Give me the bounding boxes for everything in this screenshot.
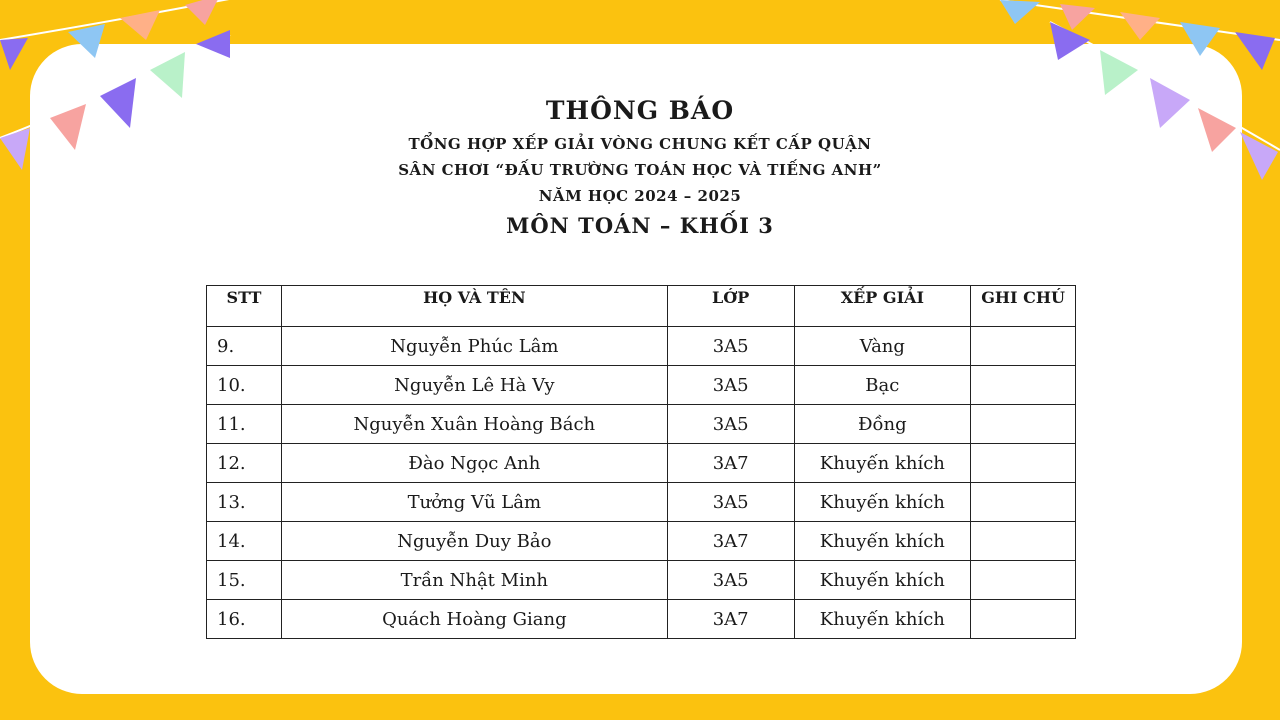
cell-rank: Bạc — [794, 366, 971, 405]
cell-name: Tưởng Vũ Lâm — [281, 483, 667, 522]
header-rank: XẾP GIẢI — [794, 286, 971, 327]
flag — [1240, 132, 1278, 180]
table-header-row — [207, 286, 1076, 327]
flag — [120, 10, 160, 40]
cell-name: Nguyễn Lê Hà Vy — [281, 366, 667, 405]
cell-name: Nguyễn Xuân Hoàng Bách — [281, 405, 667, 444]
table-row — [207, 561, 1076, 600]
cell-stt: 11. — [207, 405, 282, 444]
header-note: GHI CHÚ — [971, 286, 1076, 327]
flag — [1235, 32, 1275, 70]
cell-name: Nguyễn Duy Bảo — [281, 522, 667, 561]
cell-rank: Khuyến khích — [794, 561, 971, 600]
cell-name: Trần Nhật Minh — [281, 561, 667, 600]
table-row — [207, 405, 1076, 444]
cell-stt: 13. — [207, 483, 282, 522]
cell-class: 3A5 — [667, 405, 794, 444]
cell-rank: Vàng — [794, 327, 971, 366]
flag — [185, 0, 220, 25]
cell-stt: 9. — [207, 327, 282, 366]
school-year: NĂM HỌC 2024 – 2025 — [538, 187, 742, 205]
header-name: HỌ VÀ TÊN — [281, 286, 667, 327]
cell-note — [971, 366, 1076, 405]
header-stt: STT — [207, 286, 282, 327]
cell-name: Quách Hoàng Giang — [281, 600, 667, 639]
results-table — [206, 285, 1076, 639]
cell-note — [971, 444, 1076, 483]
cell-stt: 12. — [207, 444, 282, 483]
table-row — [207, 366, 1076, 405]
cell-class: 3A5 — [667, 327, 794, 366]
table-row — [207, 522, 1076, 561]
document-header — [200, 90, 1080, 238]
cell-note — [971, 561, 1076, 600]
cell-name: Nguyễn Phúc Lâm — [281, 327, 667, 366]
flag — [1060, 4, 1095, 30]
cell-name: Đào Ngọc Anh — [281, 444, 667, 483]
flag — [0, 38, 28, 70]
table-row — [207, 483, 1076, 522]
cell-stt: 16. — [207, 600, 282, 639]
cell-class: 3A7 — [667, 600, 794, 639]
cell-rank: Đồng — [794, 405, 971, 444]
subject-grade: MÔN TOÁN – KHỐI 3 — [506, 213, 774, 238]
cell-rank: Khuyến khích — [794, 483, 971, 522]
document-title: THÔNG BÁO — [545, 96, 735, 125]
cell-class: 3A5 — [667, 483, 794, 522]
cell-stt: 15. — [207, 561, 282, 600]
cell-note — [971, 600, 1076, 639]
flag — [1120, 12, 1160, 40]
cell-class: 3A7 — [667, 444, 794, 483]
cell-note — [971, 327, 1076, 366]
table-row — [207, 600, 1076, 639]
flag — [0, 128, 30, 170]
flag — [1000, 0, 1040, 24]
table-row — [207, 327, 1076, 366]
cell-class: 3A7 — [667, 522, 794, 561]
cell-class: 3A5 — [667, 561, 794, 600]
header-class: LỚP — [667, 286, 794, 327]
cell-stt: 14. — [207, 522, 282, 561]
cell-class: 3A5 — [667, 366, 794, 405]
cell-note — [971, 522, 1076, 561]
cell-note — [971, 405, 1076, 444]
cell-stt: 10. — [207, 366, 282, 405]
table-row — [207, 444, 1076, 483]
cell-rank: Khuyến khích — [794, 522, 971, 561]
cell-rank: Khuyến khích — [794, 444, 971, 483]
cell-rank: Khuyến khích — [794, 600, 971, 639]
document-subtitle-2: SÂN CHƠI “ĐẤU TRƯỜNG TOÁN HỌC VÀ TIẾNG ANH” — [398, 161, 882, 179]
cell-note — [971, 483, 1076, 522]
document-subtitle-1: TỔNG HỢP XẾP GIẢI VÒNG CHUNG KẾT CẤP QUẬN — [408, 135, 872, 153]
